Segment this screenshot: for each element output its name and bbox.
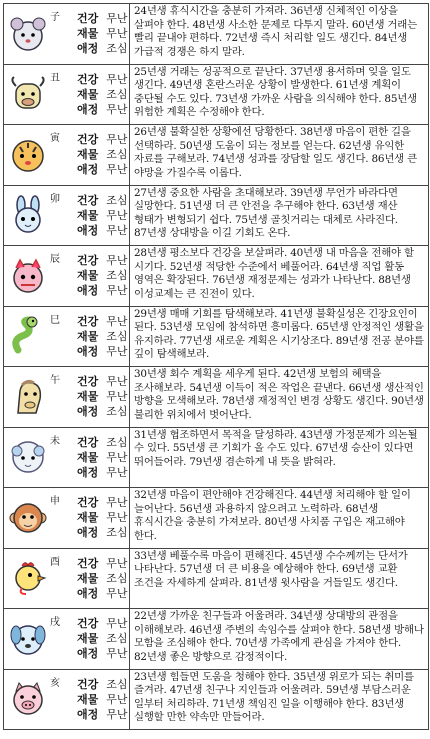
- ox-icon: [7, 73, 49, 115]
- fortune-text: 22년생 가까운 친구들과 어울려라. 34년생 상대방의 관점을 이해해보라. 46년생 주변의 속임수를 살펴야 한다. 58년생 방해나 모함을 조심해야 한다. 70년생 가족에게 관심을 가져야 한다. 82년생 좋은 방향으로 감정적이다.: [134, 610, 424, 663]
- category-love: 애정: [77, 707, 99, 721]
- zodiac-cell: [4, 367, 130, 427]
- category-love: 애정: [77, 586, 99, 600]
- rating-health: 조심: [106, 677, 128, 691]
- category-love: 애정: [77, 465, 99, 479]
- rating-wealth: 조심: [106, 269, 128, 283]
- fortune-text: 29년생 매매 기회를 탐색해보라. 41년생 불확실성은 긴장요인이 된다. 53년생 모임에 참석하면 흥미롭다. 65년생 안정적인 생활을 유지하라. 77년생 새로운 계획은 시기상조다. 89년생 전공 분야를 깊이 탐색해보라.: [134, 307, 424, 361]
- category-labels: [77, 556, 98, 601]
- rating-health: 무난: [106, 617, 128, 631]
- rating-health: 무난: [106, 12, 128, 26]
- category-wealth: 재물: [77, 269, 99, 283]
- rating-values: [106, 11, 127, 56]
- category-labels: [77, 193, 98, 238]
- fortune-text: 33년생 베풀수록 마음이 편해진다. 45년생 수수께끼는 단서가 나타난다. 57년생 더 큰 비용을 예상해야 한다. 69년생 교환 조건을 자세하게 살펴라. 81년생 윗사람을 거들일도 생긴다.: [134, 549, 408, 589]
- rating-love: 조심: [106, 405, 128, 419]
- fortune-table: [3, 3, 429, 730]
- rating-wealth: 조심: [106, 571, 128, 585]
- fortune-row-dragon: [4, 246, 428, 307]
- rating-love: 조심: [106, 42, 128, 56]
- category-labels: [77, 132, 98, 177]
- rating-love: 무난: [106, 465, 128, 479]
- zodiac-character: 午: [50, 375, 60, 386]
- rating-values: [106, 556, 127, 601]
- category-wealth: 재물: [77, 87, 99, 101]
- sheep-icon: [7, 436, 49, 478]
- zodiac-cell: [4, 428, 130, 488]
- rating-health: 무난: [106, 556, 128, 570]
- rating-values: [106, 132, 127, 177]
- fortune-text: 30년생 회수 계획을 세우게 된다. 42년생 보험의 혜택을 조사해보라. 54년생 이득이 적은 작업은 끝낸다. 66년생 생산적인 방향을 모색해보라. 78년생 재정적인 변경 상황도 생긴다. 90년생 불리한 위치에서 벗어난다.: [134, 368, 424, 421]
- fortune-row-sheep: [4, 428, 428, 489]
- fortune-row-dog: [4, 609, 428, 670]
- rooster-icon: [7, 557, 49, 599]
- rating-wealth: 조심: [106, 87, 128, 101]
- zodiac-character: 酉: [50, 556, 60, 568]
- rating-health: 무난: [106, 254, 128, 268]
- category-labels: [77, 253, 98, 298]
- category-labels: [77, 11, 98, 56]
- zodiac-character: 未: [50, 435, 60, 447]
- rat-icon: [7, 13, 49, 55]
- rating-wealth: 무난: [106, 208, 128, 222]
- category-labels: [77, 72, 98, 117]
- rating-health: 무난: [106, 314, 128, 328]
- category-wealth: 재물: [77, 571, 99, 585]
- category-wealth: 재물: [77, 390, 99, 404]
- fortune-text: 27년생 중요한 사람을 초대해보라. 39년생 무언가 바라다면 실망한다. 51년생 더 큰 안전을 추구해야 한다. 63년생 재산 형태가 변형되기 쉽다. 75년생 골칫거리는 대체로 사라진다. 87년생 상대방을 이길 기회도 온다.: [134, 186, 398, 240]
- snake-icon: [7, 315, 49, 357]
- category-health: 건강: [77, 133, 99, 147]
- zodiac-character: 子: [50, 12, 60, 23]
- rating-love: 무난: [106, 223, 128, 237]
- fortune-row-rat: [4, 4, 428, 65]
- rating-wealth: 무난: [106, 450, 128, 464]
- zodiac-cell: [4, 549, 130, 609]
- rating-wealth: 무난: [106, 390, 128, 404]
- zodiac-character: 辰: [50, 254, 60, 265]
- fortune-text: 26년생 불확실한 상황에선 당황한다. 38년생 마음이 편한 길을 선택하라. 50년생 도움이 되는 정보를 얻는다. 62년생 유익한 자료를 구해보라. 74년생 성과를 장담할 일도 생긴다. 86년생 큰 야망을 가질수록 이롭다.: [134, 126, 417, 179]
- category-health: 건강: [77, 435, 99, 449]
- rating-love: 무난: [106, 586, 128, 600]
- rating-health: 조심: [106, 193, 128, 207]
- category-love: 애정: [77, 647, 99, 661]
- category-labels: [77, 616, 98, 661]
- fortune-row-horse: [4, 367, 428, 428]
- rating-health: 무난: [106, 375, 128, 389]
- rating-values: [106, 253, 127, 298]
- category-health: 건강: [77, 12, 99, 26]
- category-health: 건강: [77, 375, 99, 389]
- zodiac-character: 卯: [50, 193, 60, 205]
- category-love: 애정: [77, 223, 99, 237]
- zodiac-character: 寅: [50, 133, 60, 144]
- rating-values: [106, 435, 127, 480]
- rating-wealth: 조심: [106, 148, 128, 162]
- zodiac-character: 巳: [50, 314, 60, 326]
- category-wealth: 재물: [77, 450, 99, 464]
- horse-icon: [7, 376, 49, 418]
- category-health: 건강: [77, 254, 99, 268]
- rating-wealth: 무난: [106, 692, 128, 706]
- fortune-row-snake: [4, 307, 428, 368]
- category-love: 애정: [77, 526, 99, 540]
- rating-love: 무난: [106, 163, 128, 177]
- zodiac-cell: [4, 65, 130, 125]
- category-labels: [77, 374, 98, 419]
- rating-health: 무난: [106, 72, 128, 86]
- zodiac-cell: [4, 246, 130, 306]
- category-wealth: 재물: [77, 511, 99, 525]
- category-health: 건강: [77, 496, 99, 510]
- category-wealth: 재물: [77, 208, 99, 222]
- fortune-text: 25년생 거래는 성공적으로 끝난다. 37년생 용서하며 잊을 일도 생긴다. 49년생 혼란스러운 상황이 발생한다. 61년생 계획이 중단될 수도 있다. 73년생 가까운 사람을 의식해야 한다. 85년생 위험한 계획은 수정해야 한다.: [134, 65, 417, 119]
- zodiac-character: 申: [50, 496, 60, 507]
- fortune-text: 32년생 마음이 편안해야 건강해진다. 44년생 처리해야 할 일이 늘어난다. 56년생 과용하지 않으려고 노력하라. 68년생 휴식시간을 충분히 가져보라. 80년생 사치품 구입은 재고해야 한다.: [134, 489, 411, 542]
- zodiac-cell: [4, 670, 130, 730]
- category-wealth: 재물: [77, 329, 99, 343]
- tiger-icon: [7, 134, 49, 176]
- zodiac-cell: [4, 186, 130, 246]
- category-wealth: 재물: [77, 692, 99, 706]
- zodiac-character: 戌: [50, 617, 60, 628]
- zodiac-cell: [4, 488, 130, 548]
- zodiac-cell: [4, 609, 130, 669]
- rating-values: [106, 677, 127, 722]
- category-health: 건강: [77, 556, 99, 570]
- category-labels: [77, 314, 98, 359]
- fortune-row-pig: [4, 670, 428, 731]
- rabbit-icon: [7, 194, 49, 236]
- category-health: 건강: [77, 617, 99, 631]
- fortune-text: 23년생 힘들면 도움을 청해야 한다. 35년생 위로가 되는 취미를 즐겨라. 47년생 친구나 지인들과 어울려라. 59년생 부담스러운 일부터 처리하라. 71년생 책임진 일을 이행해야 한다. 83년생 실행할 만한 약속만 만들어라.: [134, 670, 414, 724]
- fortune-text: 31년생 협조하면서 목적을 달성하라. 43년생 가정문제가 의논될 수 있다. 55년생 큰 기회가 올 수도 있다. 67년생 승산이 있다면 뛰어들어라. 79년생 겸손하게 내 뜻을 밝혀라.: [134, 428, 418, 468]
- rating-health: 조심: [106, 435, 128, 449]
- rating-values: [106, 495, 127, 540]
- category-love: 애정: [77, 284, 99, 298]
- category-health: 건강: [77, 193, 99, 207]
- zodiac-cell: [4, 125, 130, 185]
- category-love: 애정: [77, 405, 99, 419]
- rating-love: 무난: [106, 344, 128, 358]
- rating-wealth: 무난: [106, 511, 128, 525]
- category-wealth: 재물: [77, 632, 99, 646]
- rating-values: [106, 314, 127, 359]
- category-wealth: 재물: [77, 148, 99, 162]
- category-love: 애정: [77, 344, 99, 358]
- fortune-row-rooster: [4, 549, 428, 610]
- category-love: 애정: [77, 163, 99, 177]
- category-love: 애정: [77, 42, 99, 56]
- category-health: 건강: [77, 677, 99, 691]
- fortune-row-monkey: [4, 488, 428, 549]
- rating-love: 무난: [106, 102, 128, 116]
- rating-wealth: 조심: [106, 329, 128, 343]
- zodiac-character: 丑: [50, 72, 60, 84]
- fortune-row-rabbit: [4, 186, 428, 247]
- fortune-row-ox: [4, 65, 428, 126]
- zodiac-cell: [4, 4, 130, 64]
- rating-love: 무난: [106, 647, 128, 661]
- category-health: 건강: [77, 72, 99, 86]
- fortune-text: 24년생 휴식시간을 충분히 가져라. 36년생 신체적인 이상을 살펴야 한다. 48년생 사소한 문제로 다투지 말라. 60년생 거래는 빨리 끝내야 편하다. 72년생 즉시 처리할 일도 생긴다. 84년생 가급적 경쟁은 하지 말라.: [134, 5, 417, 58]
- pig-icon: [7, 678, 49, 720]
- rating-love: 조심: [106, 526, 128, 540]
- rating-values: [106, 193, 127, 238]
- fortune-row-tiger: [4, 125, 428, 186]
- rating-health: 무난: [106, 133, 128, 147]
- zodiac-cell: [4, 307, 130, 367]
- category-labels: [77, 495, 98, 540]
- rating-values: [106, 72, 127, 117]
- rating-health: 무난: [106, 496, 128, 510]
- category-labels: [77, 435, 98, 480]
- rating-love: 무난: [106, 707, 128, 721]
- rating-wealth: 조심: [106, 632, 128, 646]
- rating-values: [106, 374, 127, 419]
- dog-icon: [7, 618, 49, 660]
- zodiac-character: 亥: [50, 677, 60, 689]
- category-labels: [77, 677, 98, 722]
- monkey-icon: [7, 497, 49, 539]
- fortune-text: 28년생 평소보다 건강을 보살펴라. 40년생 내 마음을 전해야 할 시기다. 52년생 적당한 수준에서 베풀어라. 64년생 직업 활동 영역은 확장된다. 76년생 재정문제는 성과가 나타난다. 88년생 이성교제는 큰 진전이 있다.: [134, 247, 414, 300]
- rating-wealth: 무난: [106, 27, 128, 41]
- rating-love: 무난: [106, 284, 128, 298]
- category-wealth: 재물: [77, 27, 99, 41]
- category-love: 애정: [77, 102, 99, 116]
- category-health: 건강: [77, 314, 99, 328]
- dragon-icon: [7, 255, 49, 297]
- rating-values: [106, 616, 127, 661]
